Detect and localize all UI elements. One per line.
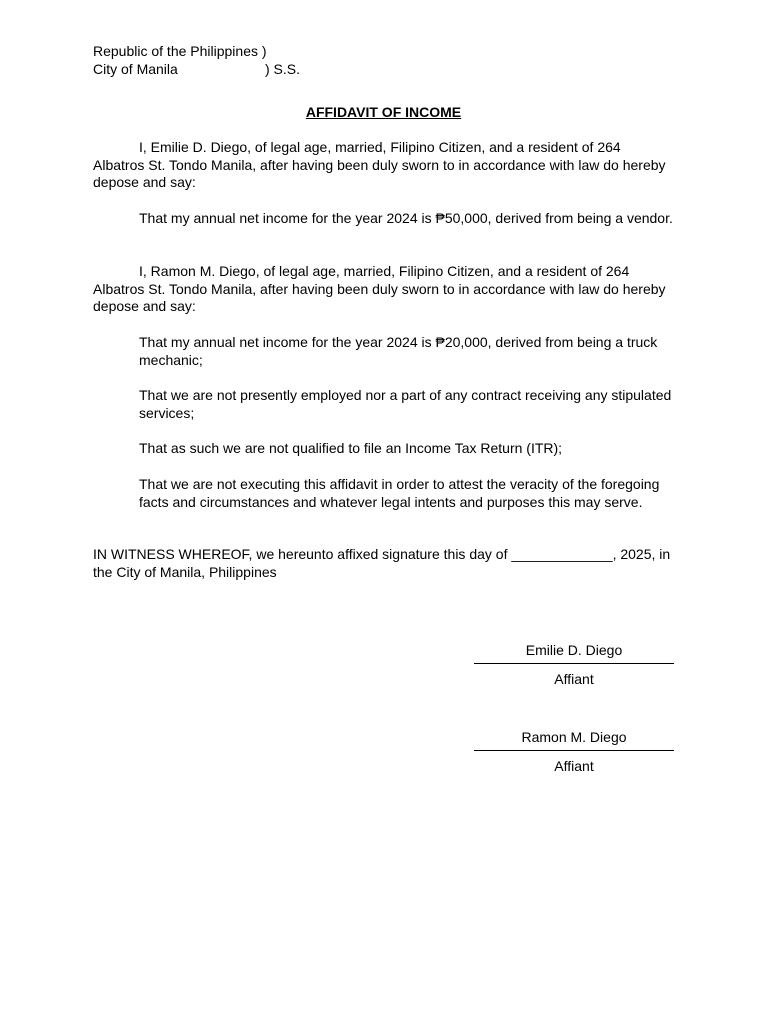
signatory-name: Emilie D. Diego	[525, 642, 623, 658]
signature-block-ramon	[474, 728, 674, 775]
paragraph-witness-whereof: IN WITNESS WHEREOF, we hereunto affixed signature this day of _____________, 2025, in the City of Manila, Philippines	[93, 546, 671, 580]
venue-ss-text: ) S.S.	[265, 61, 301, 77]
paragraph-ramon-income: That my annual net income for the year 2024 is ₱20,000, derived from being a truck mechanic;	[139, 334, 658, 368]
paragraph-not-employed: That we are not presently employed nor a part of any contract receiving any stipulated services;	[139, 387, 672, 421]
venue-city-text: City of Manila	[93, 61, 178, 77]
venue-line-city	[93, 60, 300, 78]
signatory-name: Ramon M. Diego	[521, 729, 627, 745]
signature-line	[474, 750, 674, 751]
paragraph-emilie-income: That my annual net income for the year 2024 is ₱50,000, derived from being a vendor.	[139, 210, 673, 226]
signatory-role: Affiant	[554, 671, 594, 687]
paragraph-purpose: That we are not executing this affidavit in order to attest the veracity of the foregoing facts and circumstances and whatever legal intents and purposes this may serve.	[139, 476, 660, 510]
paragraph-emilie-intro: I, Emilie D. Diego, of legal age, married, Filipino Citizen, and a resident of 264 Albatros St. Tondo Manila, after having been duly sworn to in accordance with law do hereby depose and say:	[93, 139, 666, 191]
paragraph-ramon-intro: I, Ramon M. Diego, of legal age, married, Filipino Citizen, and a resident of 264 Albatros St. Tondo Manila, after having been duly sworn to in accordance with law do hereby depose and say:	[93, 263, 666, 315]
venue-line-republic	[93, 42, 267, 60]
document-title: AFFIDAVIT OF INCOME	[305, 104, 462, 120]
signature-line	[474, 663, 674, 664]
signatory-role: Affiant	[554, 758, 594, 774]
signature-block-emilie	[474, 641, 674, 688]
paragraph-not-qualified-itr: That as such we are not qualified to file an Income Tax Return (ITR);	[139, 440, 563, 456]
venue-republic-text: Republic of the Philippines )	[93, 43, 267, 59]
